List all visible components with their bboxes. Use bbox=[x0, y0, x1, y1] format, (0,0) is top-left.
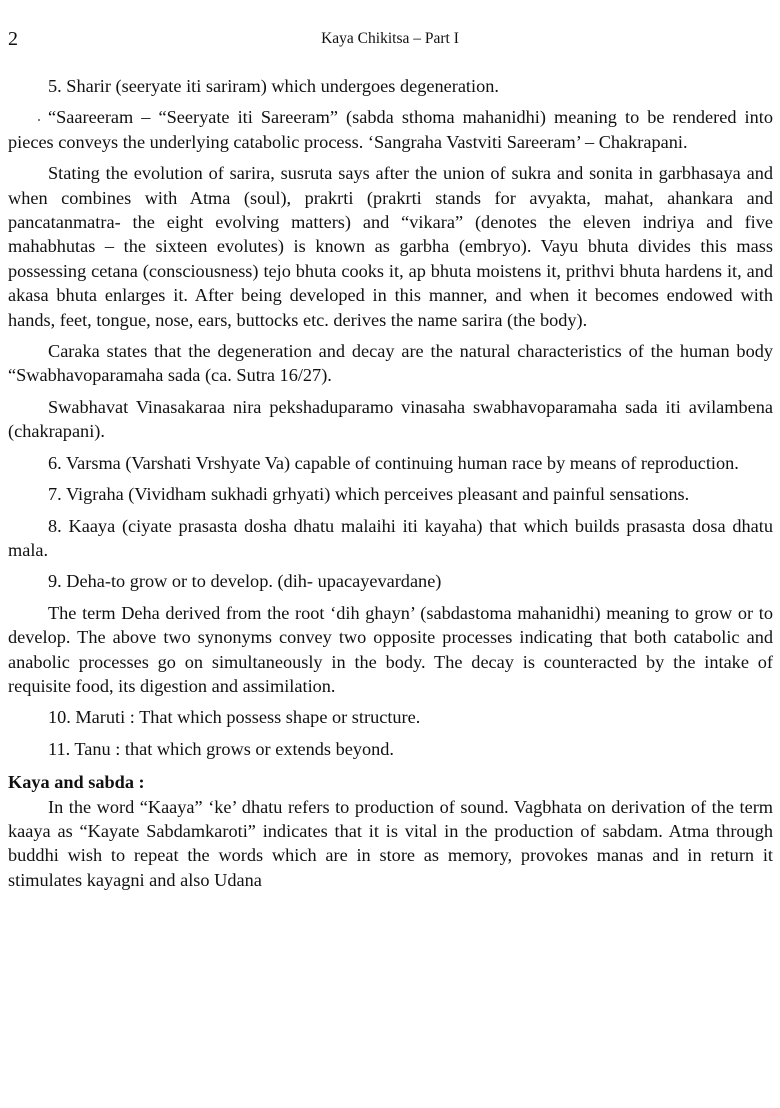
paragraph-kaya-and-sabda: In the word “Kaaya” ‘ke’ dhatu refers to production of sound. Vagbhata on derivation of the term kaaya as “Kayate Sabdamkaroti” indicates that it is vital in the production of sabdam. Atma through buddhi wish to repeat the words which are in store as memory, provokes manas and in return it stimulates kayagni and also Udana bbox=[8, 796, 773, 890]
section-heading-kaya-and-sabda: Kaya and sabda : bbox=[8, 772, 145, 793]
page-number: 2 bbox=[8, 28, 18, 50]
paragraph-saareeram-text: “Saareeram – “Seeryate iti Sareeram” (sabda sthoma mahanidhi) meaning to be rendered into pieces conveys the underlying catabolic process. ‘Sangraha Vastviti Sareeram’ – Chakrapani. bbox=[8, 107, 773, 152]
synonym-9-deha: 9. Deha-to grow or to develop. (dih- upacayevardane) bbox=[48, 571, 442, 592]
synonym-7-vigraha: 7. Vigraha (Vividham sukhadi grhyati) which perceives pleasant and painful sensations. bbox=[48, 484, 690, 505]
running-title: Kaya Chikitsa – Part I bbox=[321, 30, 459, 47]
synonym-6-varsma: 6. Varsma (Varshati Vrshyate Va) capable of continuing human race by means of reproduction. bbox=[48, 452, 739, 473]
paragraph-saareeram bbox=[8, 105, 773, 154]
synonym-5-sharir: 5. Sharir (seeryate iti sariram) which undergoes degeneration. bbox=[48, 76, 499, 96]
paragraph-swabhavat: Swabhavat Vinasakaraa nira pekshaduparamo vinasaha swabhavoparamaha sada iti avilambena (chakrapani). bbox=[8, 396, 773, 442]
body-text bbox=[8, 74, 773, 892]
paragraph-caraka: Caraka states that the degeneration and decay are the natural characteristics of the human body “Swabhavoparamaha sada (ca. Sutra 16/27). bbox=[8, 341, 773, 386]
synonym-10-maruti: 10. Maruti : That which possess shape or structure. bbox=[48, 707, 421, 728]
paragraph-evolution-of-sarira: Stating the evolution of sarira, susruta says after the union of sukra and sonita in garbhasaya and when combines with Atma (soul), prakrti (prakrti stands for avyakta, mahat, ahankara and pancatanmatra- the eight evolving matters) and “vikara” (denotes the eleven indriya and five mahabhutas – the sixteen evolutes) is known as garbha (embryo). Vayu bhuta divides this mass possessing cetana (consciousness) tejo bhuta cooks it, ap bhuta moistens it, prithvi bhuta hardens it, and akasa bhuta enlarges it. After being developed in this manner, and when it becomes endowed with hands, feet, tongue, nose, ears, buttocks etc. derives the name sarira (the body). bbox=[8, 163, 773, 330]
synonym-11-tanu: 11. Tanu : that which grows or extends beyond. bbox=[48, 738, 395, 759]
paragraph-deha-root: The term Deha derived from the root ‘dih ghayn’ (sabdastoma mahanidhi) meaning to grow or to develop. The above two synonyms convey two opposite processes indicating that both catabolic and anabolic processes go on simultaneously in the body. The decay is counteracted by the intake of requisite food, its digestion and assimilation. bbox=[8, 602, 773, 696]
page-header bbox=[8, 28, 772, 52]
synonym-8-kaaya: 8. Kaaya (ciyate prasasta dosha dhatu malaihi iti kayaha) that which builds prasasta dosa dhatu mala. bbox=[8, 515, 773, 560]
